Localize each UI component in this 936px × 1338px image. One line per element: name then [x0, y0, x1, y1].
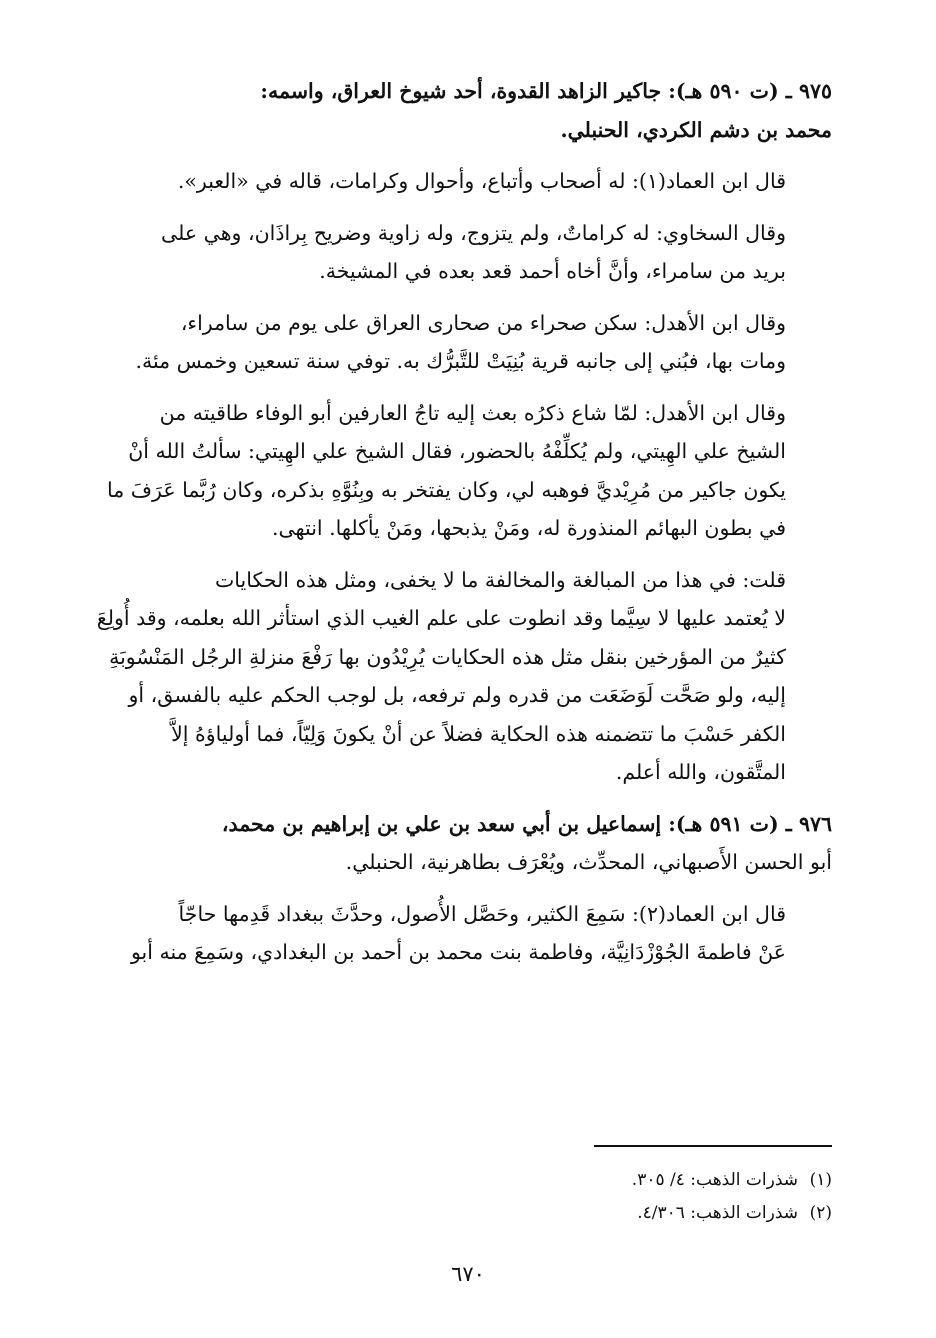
- text-line: قال ابن العماد(٢): سَمِعَ الكثير، وحَصَّل الأُصول، وحدَّثَ ببغداد قَدِمها حاجّاً: [178, 901, 786, 926]
- footnote-text: شذرات الذهب: ٤/ ٣٠٥.: [631, 1170, 798, 1190]
- text-line: كثيرٌ من المؤرخين بنقل مثل هذه الحكايات يُرِيْدُون بها رَفْعَ منزلةِ الرجُل المَنْسُوبَةِ: [109, 644, 786, 669]
- text-line: لا يُعتمد عليها لا سِيَّما وقد انطوت على علم الغيب الذي استأثر الله بعلمه، وقد أُولِعَ: [96, 606, 786, 630]
- text-line: الكفر حَسْبَ ما تتضمنه هذه الحكاية فضلاً عن أنْ يكونَ وَلِيّاً، فما أولياؤهُ إلاَّ: [171, 721, 786, 746]
- text-line: قلت: في هذا من المبالغة والمخالفة ما لا يخفى، ومثل هذه الحكايات: [215, 567, 786, 592]
- text-line: وقال السخاوي: له كراماتٌ، ولم يتزوج، وله زاوية وضريح بِراذَان، وهي على: [161, 220, 786, 245]
- text-line: وقال ابن الأهدل: سكن صحراء من صحارى العراق على يوم من سامراء،: [180, 310, 786, 335]
- footnote-2: [76, 1197, 832, 1230]
- footnote-text: شذرات الذهب: ٤/٣٠٦.: [637, 1203, 798, 1223]
- text-line: الشيخ علي الهِيتي، ولم يُكلِّفْهُ بالحضور، فقال الشيخ علي الهِيتي: سألتُ الله أنْ: [128, 439, 786, 463]
- paragraph-ibn-al-ahdal-quote-2: [76, 394, 832, 548]
- text-line: ومات بها، فبُني إلى جانبه قرية بُنِيَتْ للتَّبرُّك به. توفي سنة تسعين وخمس مئة.: [135, 349, 786, 373]
- text-line: وقال ابن الأهدل: لمّا شاع ذكرُه بعث إليه تاجُ العارفين أبو الوفاء طاقيته من: [159, 400, 786, 425]
- page-number: ٦٧٠: [451, 1262, 485, 1286]
- text-line: قال ابن العماد(١): له أصحاب وأتباع، وأحوال وكرامات، قاله في «العبر».: [177, 169, 786, 193]
- paragraph-ibn-al-imad-quote: [76, 162, 832, 201]
- entry-976-heading: [76, 805, 832, 882]
- footnotes: [76, 1164, 832, 1230]
- footnote-1: [76, 1164, 832, 1197]
- text-line: ٩٧٥ ـ (ت ٥٩٠ هـ): جاكير الزاهد القدوة، أحد شيوخ العراق، واسمه:: [260, 79, 832, 103]
- text-line: ٩٧٦ ـ (ت ٥٩١ هـ): إسماعيل بن أبي سعد بن علي بن إبراهيم بن محمد،: [221, 811, 832, 836]
- paragraph-author-comment: [76, 561, 832, 792]
- text-line: أبو الحسن الأَصبهاني، المحدِّث، ويُعْرَف بطاهرنية، الحنبلي.: [345, 850, 832, 874]
- text-line: إليه، ولو صَحَّت لَوَضَعَت من قدره ولم ترفعه، بل لوجب الحكم عليه بالفسق، أو: [128, 683, 786, 707]
- footnote-number: (١): [809, 1170, 832, 1190]
- text-line: المتَّقون، والله أعلم.: [615, 760, 786, 784]
- text-line: بريد من سامراء، وأنَّ أخاه أحمد قعد بعده في المشيخة.: [319, 259, 786, 283]
- paragraph-ibn-al-ahdal-quote-1: [76, 304, 832, 381]
- footnote-number: (٢): [809, 1203, 832, 1223]
- paragraph-ibn-al-imad-quote-2: [76, 895, 832, 972]
- entry-975-heading: [76, 72, 832, 149]
- text-line: محمد بن دشم الكردي، الحنبلي.: [560, 117, 832, 142]
- text-line: في بطون البهائم المنذورة له، ومَنْ يذبحها، ومَنْ يأكلها. انتهى.: [271, 516, 786, 540]
- paragraph-sakhawi-quote: [76, 214, 832, 291]
- footnote-separator: [594, 1145, 832, 1147]
- text-line: يكون جاكير من مُرِيْديَّ فوهبه لي، وكان يفتخر به وبِنُوَّهِ بذكره، وكان رُبَّما عَرَفَ ما: [107, 477, 786, 502]
- text-line: عَنْ فاطمةَ الجُوْزْدَانِيَّة، وفاطمة بنت محمد بن أحمد بن البغدادي، وسَمِعَ منه أبو: [130, 940, 786, 964]
